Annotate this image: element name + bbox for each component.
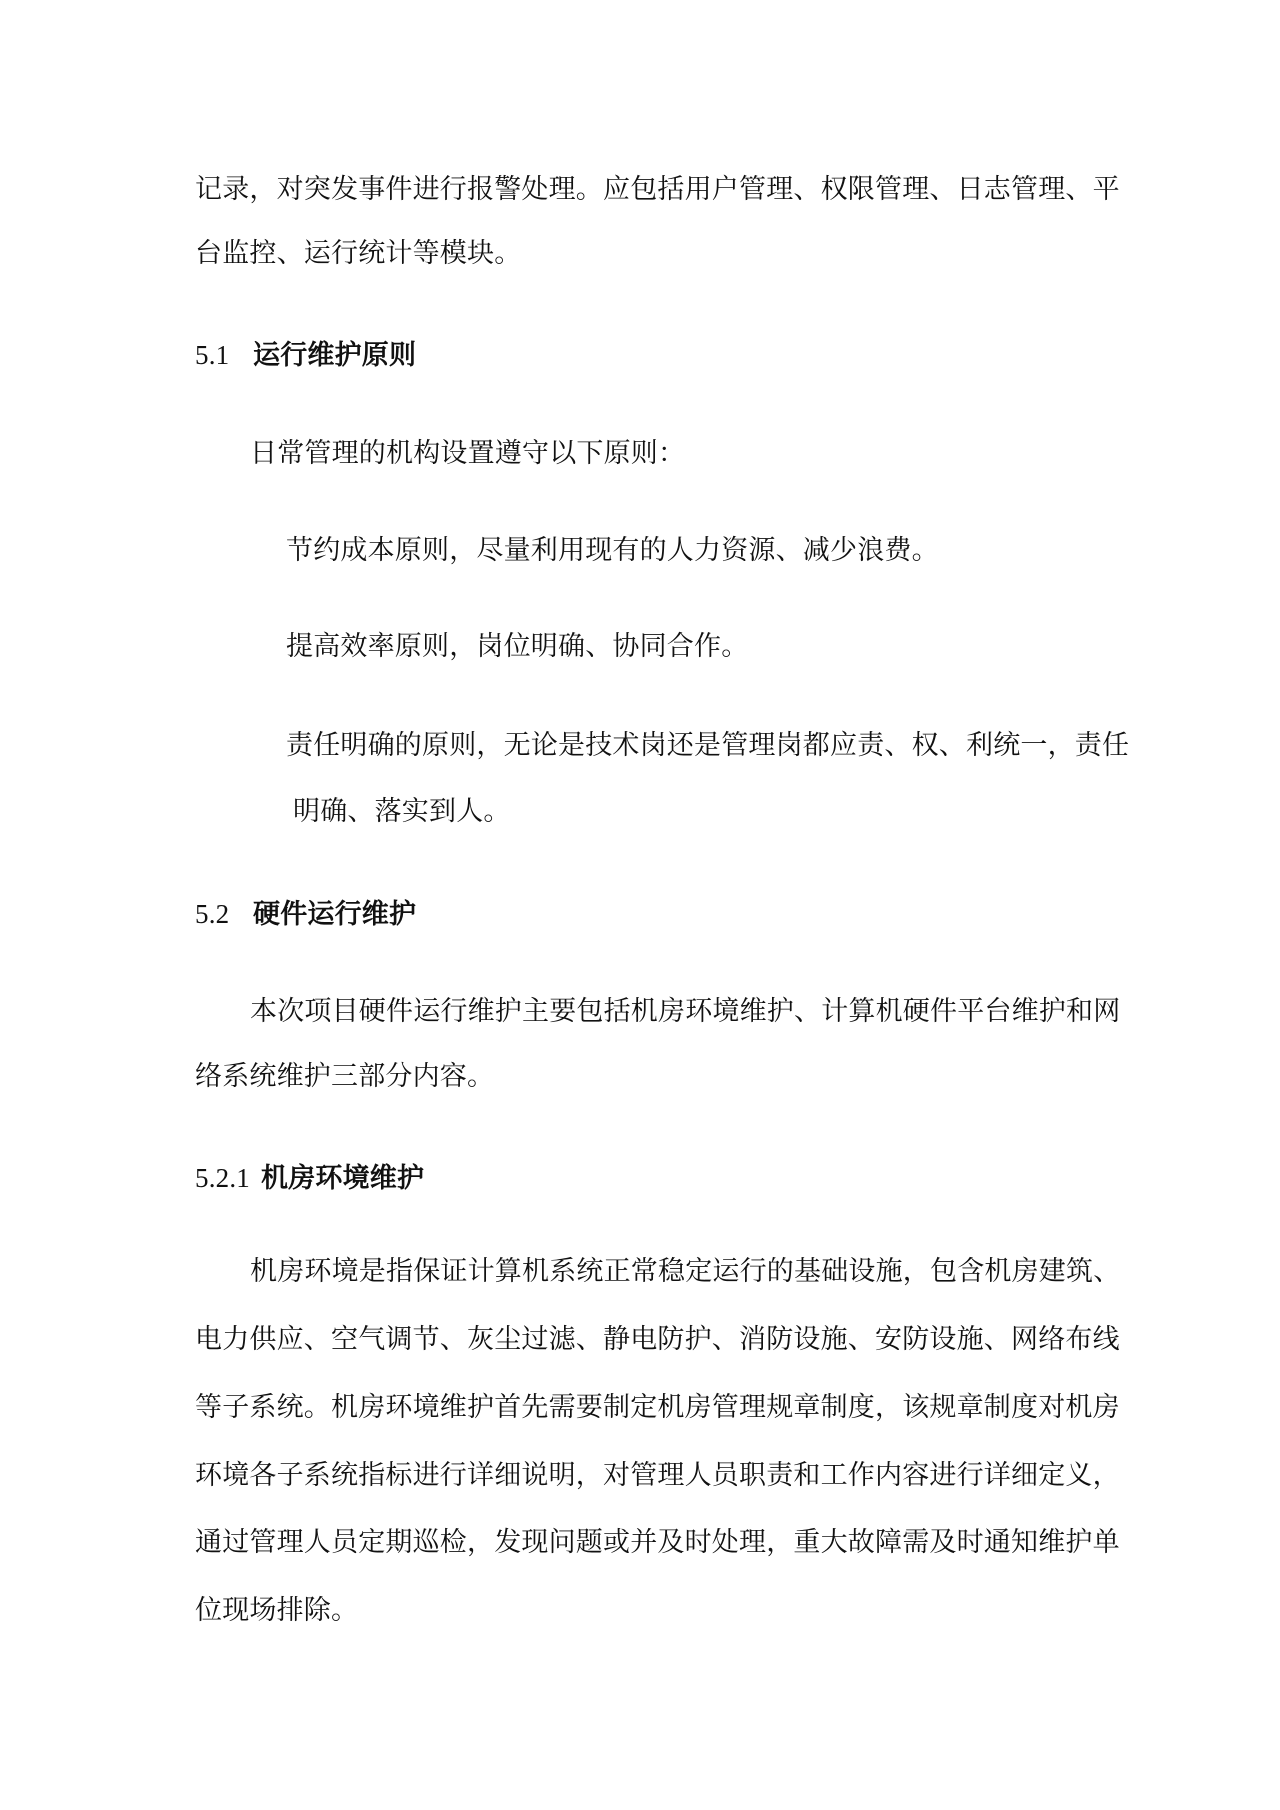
section-heading-5-1 bbox=[195, 339, 416, 372]
body-text-line: 台监控、运行统计等模块。 bbox=[195, 238, 522, 269]
section-title: 运行维护原则 bbox=[253, 340, 417, 371]
section-number: 5.2.1 bbox=[195, 1163, 250, 1193]
section-title: 机房环境维护 bbox=[261, 1163, 425, 1194]
principle-item: 节约成本原则，尽量利用现有的人力资源、减少浪费。 bbox=[286, 535, 939, 566]
body-text-line: 电力供应、空气调节、灰尘过滤、静电防护、消防设施、安防设施、网络布线 bbox=[195, 1324, 1120, 1355]
section-heading-5-2-1 bbox=[195, 1162, 424, 1195]
body-text-line: 记录，对突发事件进行报警处理。应包括用户管理、权限管理、日志管理、平 bbox=[195, 174, 1120, 205]
section-number: 5.1 bbox=[195, 340, 230, 370]
body-text-line: 环境各子系统指标进行详细说明，对管理人员职责和工作内容进行详细定义， bbox=[195, 1460, 1120, 1491]
principle-item: 责任明确的原则，无论是技术岗还是管理岗都应责、权、利统一，责任 bbox=[286, 730, 1130, 761]
body-text-line: 位现场排除。 bbox=[195, 1595, 359, 1626]
body-text-line: 通过管理人员定期巡检，发现问题或并及时处理，重大故障需及时通知维护单 bbox=[195, 1527, 1120, 1558]
body-text-line: 本次项目硬件运行维护主要包括机房环境维护、计算机硬件平台维护和网 bbox=[250, 996, 1121, 1027]
body-text-line: 络系统维护三部分内容。 bbox=[195, 1061, 495, 1092]
section-title: 硬件运行维护 bbox=[253, 899, 417, 930]
section-number: 5.2 bbox=[195, 899, 230, 929]
section-heading-5-2 bbox=[195, 898, 416, 931]
principle-item-continued: 明确、落实到人。 bbox=[293, 796, 511, 827]
body-text-line: 等子系统。机房环境维护首先需要制定机房管理规章制度，该规章制度对机房 bbox=[195, 1392, 1120, 1423]
principle-item: 提高效率原则，岗位明确、协同合作。 bbox=[286, 631, 749, 662]
body-text-line: 机房环境是指保证计算机系统正常稳定运行的基础设施，包含机房建筑、 bbox=[250, 1256, 1121, 1287]
body-text-line: 日常管理的机构设置遵守以下原则： bbox=[250, 438, 686, 469]
